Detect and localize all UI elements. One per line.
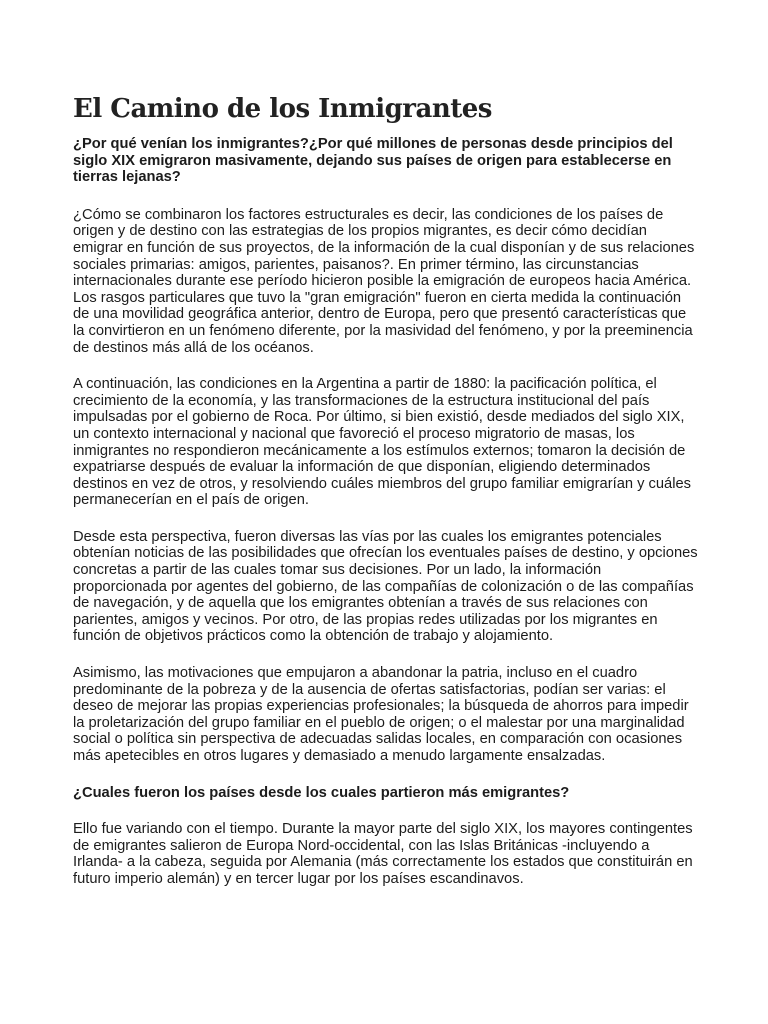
paragraph-2: A continuación, las condiciones en la Argentina a partir de 1880: la pacificación política, el crecimiento de la economía, y las transformaciones de la estructura institucional del país impulsadas por el gobierno de Roca. Por último, si bien existió, desde mediados del siglo XIX, un contexto internacional y nacional que favoreció el proceso migratorio de masas, los inmigrantes no respondieron mecánicamente a los estímulos externos; tomaron la decisión de expatriarse después de evaluar la información de que disponían, eligiendo determinados destinos en vez de otros, y resolviendo cuáles miembros del grupo familiar emigrarían y cuáles permanecerían en el país de origen. (73, 376, 691, 509)
document-title: El Camino de los Inmigrantes (73, 94, 492, 124)
final-paragraph: Ello fue variando con el tiempo. Durante la mayor parte del siglo XIX, los mayores contingentes de emigrantes salieron de Europa Nord-occidental, con las Islas Británicas -incluyendo a Irlanda- a la cabeza, seguida por Alemania (más correctamente los estados que constituirán en futuro imperio alemán) y en tercer lugar por los países escandinavos. (73, 821, 693, 887)
document-page (73, 92, 699, 908)
paragraph-4: Asimismo, las motivaciones que empujaron a abandonar la patria, incluso en el cuadro predominante de la pobreza y de la ausencia de ofertas satisfactorias, podían ser varias: el deseo de mejorar las propias experiencias profesionales; la búsqueda de ahorros para impedir la proletarización del grupo familiar en el pueblo de origen; o el malestar por una marginalidad social o política sin perspectiva de adecuadas salidas locales, en comparación con ocasiones más apetecibles en otros lugares y demasiado a menudo largamente ensalzadas. (73, 665, 689, 764)
intro-question: ¿Por qué venían los inmigrantes?¿Por qué millones de personas desde principios del siglo XIX emigraron masivamente, dejando sus países de origen para establecerse en tierras lejanas? (73, 136, 673, 186)
section-question: ¿Cuales fueron los países desde los cuales partieron más emigrantes? (73, 784, 570, 801)
paragraph-3: Desde esta perspectiva, fueron diversas las vías por las cuales los emigrantes potenciales obtenían noticias de las posibilidades que ofrecían los eventuales países de destino, y opciones concretas a partir de las cuales tomar sus decisiones. Por un lado, la información proporcionada por agentes del gobierno, de las compañías de colonización o de las compañías de navegación, y de aquella que los emigrantes obtenían a través de sus relaciones con parientes, amigos y vecinos. Por otro, de las propias redes utilizadas por los migrantes en función de objetivos prácticos como la obtención de trabajo y alojamiento. (73, 528, 698, 645)
paragraph-1: ¿Cómo se combinaron los factores estructurales es decir, las condiciones de los países de origen y de destino con las estrategias de los propios migrantes, es decir cómo decidían emigrar en función de sus proyectos, de la información de la cual disponían y de sus relaciones sociales primarias: amigos, parientes, paisanos?. En primer término, las circunstancias internacionales durante ese período hicieron posible la emigración de europeos hacia América. Los rasgos particulares que tuvo la "gran emigración" fueron en cierta medida la continuación de una movilidad geográfica anterior, dentro de Europa, pero que presentó características que la convirtieron en un fenómeno diferente, por la masividad del fenómeno, y por la preeminencia de destinos más allá de los océanos. (73, 206, 695, 356)
